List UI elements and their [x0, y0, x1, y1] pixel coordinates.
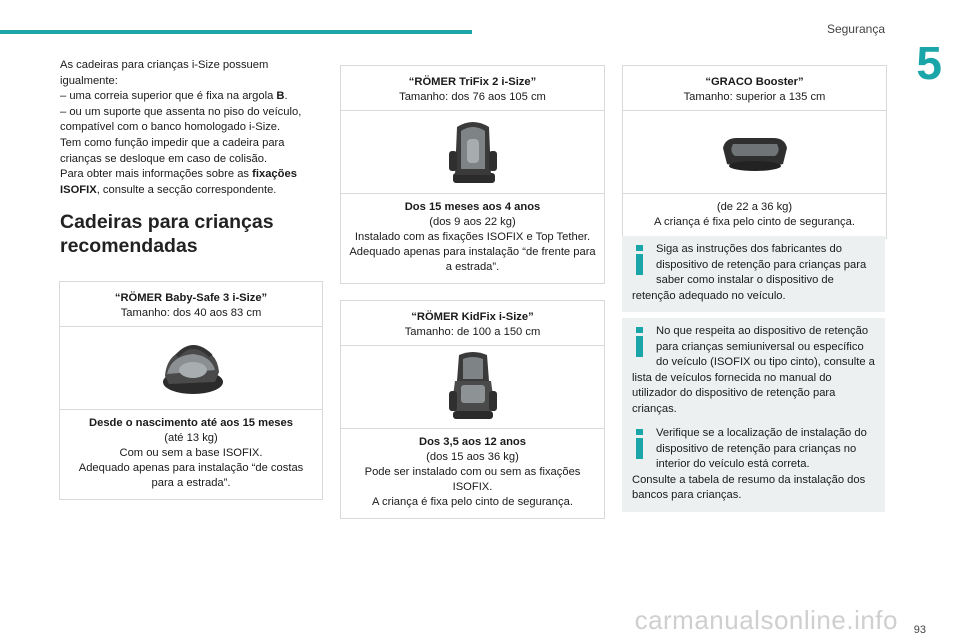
- seat-weight: (até 13 kg): [164, 432, 218, 444]
- intro-bullet-2: – ou um suporte que assenta no piso do veículo, compatível com o banco homologado i-Size.: [60, 105, 302, 134]
- seat-card-body: [60, 410, 322, 499]
- info-text: Siga as instruções dos fabricantes do dispositivo de retenção para crianças para saber como instalar o dispositivo de retenção adequado no veículo.: [632, 243, 867, 302]
- seat-note: Com ou sem a base ISOFIX.: [119, 447, 263, 459]
- seat-card-header: [341, 301, 604, 346]
- seat-card-body: [623, 194, 886, 238]
- seat-weight: (dos 15 aos 36 kg): [426, 451, 519, 463]
- info-text: Consulte a tabela de resumo da instalação dos bancos para crianças.: [632, 473, 866, 501]
- intro-more-info: Para obter mais informações sobre as fixações ISOFIX, consulte a secção correspondente.: [60, 168, 297, 196]
- seat-size: Tamanho: superior a 135 cm: [683, 90, 826, 103]
- info-text: No que respeita ao dispositivo de retenção para crianças semiuniversal ou específico do veículo (ISOFIX ou tipo cinto), consulte a lista de veículos fornecida no manual do utilizador do dispositivo de retenção para crianças.: [632, 325, 875, 415]
- seat-card-body: [341, 194, 604, 283]
- section-title: Segurança: [826, 22, 885, 36]
- intro-bullet-1: – uma correia superior que é fixa na argola B.: [60, 90, 288, 103]
- info-box: [622, 420, 885, 512]
- seat-age: Dos 3,5 aos 12 anos: [419, 436, 526, 448]
- seat-size: Tamanho: dos 40 aos 83 cm: [120, 306, 262, 319]
- seat-note: A criança é fixa pelo cinto de segurança.: [372, 496, 573, 508]
- seat-card-header: [623, 66, 886, 111]
- chapter-number: 5: [916, 37, 942, 89]
- seat-card-header: [60, 282, 322, 327]
- seat-age: Dos 15 meses aos 4 anos: [404, 201, 541, 213]
- high-back-booster-icon: [341, 346, 604, 429]
- infant-carrier-icon: [60, 327, 322, 410]
- seat-name: “RÖMER TriFix 2 i-Size”: [408, 76, 537, 88]
- seat-card-kidfix: [340, 300, 605, 519]
- seat-card-graco: [622, 65, 887, 239]
- seat-age: Desde o nascimento até aos 15 meses: [89, 417, 293, 429]
- seat-card-trifix: [340, 65, 605, 284]
- intro-line: As cadeiras para crianças i-Size possuem igualmente:: [60, 59, 269, 87]
- seat-card-header: [341, 66, 604, 111]
- seat-weight: (dos 9 aos 22 kg): [429, 216, 516, 228]
- watermark: carmanualsonline.info: [634, 605, 898, 635]
- seat-name: “GRACO Booster”: [705, 76, 804, 88]
- info-icon: [632, 327, 648, 357]
- seat-name: “RÖMER KidFix i-Size”: [411, 311, 534, 323]
- seat-note: Instalado com as fixações ISOFIX e Top Tether.: [354, 231, 591, 243]
- seat-card-body: [341, 429, 604, 518]
- seat-note: A criança é fixa pelo cinto de segurança.: [654, 216, 855, 228]
- intro-text: [60, 58, 318, 198]
- info-icon: [632, 429, 648, 459]
- section-accent-bar: [0, 30, 472, 34]
- seat-size: Tamanho: de 100 a 150 cm: [404, 325, 541, 338]
- info-box: [622, 318, 885, 425]
- seat-size: Tamanho: dos 76 aos 105 cm: [399, 90, 546, 103]
- page-number: 93: [913, 624, 926, 636]
- seat-card-babysafe: [59, 281, 323, 500]
- seat-note: Pode ser instalado com ou sem as fixações ISOFIX.: [364, 466, 581, 493]
- info-text: Verifique se a localização de instalação do dispositivo de retenção para crianças no interior do veículo está correta.: [656, 427, 867, 470]
- child-seat-icon: [341, 111, 604, 194]
- seat-note: Adequado apenas para instalação “de costas para a estrada”.: [78, 462, 304, 489]
- booster-cushion-icon: [623, 111, 886, 194]
- info-box: [622, 236, 885, 312]
- info-icon: [632, 245, 648, 275]
- seat-weight: (de 22 a 36 kg): [716, 201, 793, 213]
- seat-name: “RÖMER Baby-Safe 3 i-Size”: [114, 292, 268, 304]
- seat-note: Adequado apenas para instalação “de frente para a estrada”.: [349, 246, 596, 273]
- intro-purpose: Tem como função impedir que a cadeira para crianças se desloque em caso de colisão.: [60, 136, 285, 165]
- section-heading: Cadeiras para crianças recomendadas: [60, 211, 274, 257]
